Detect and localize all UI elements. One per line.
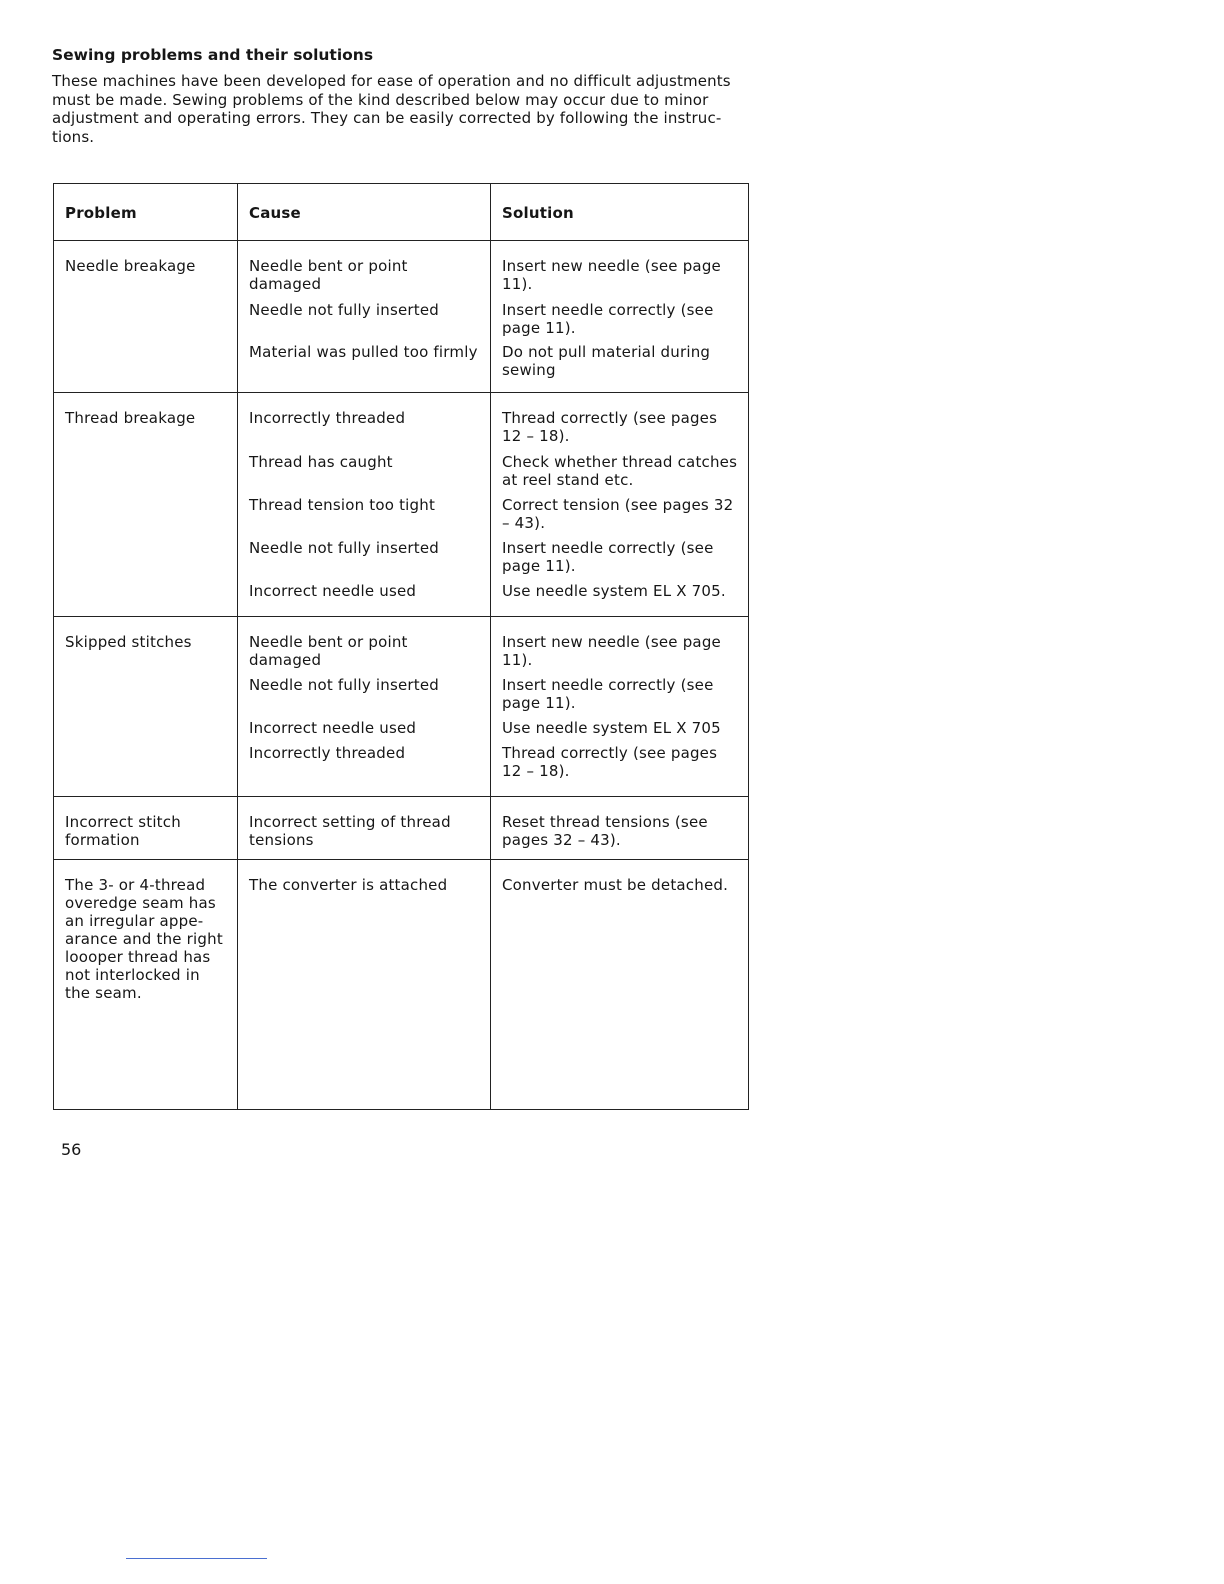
intro-paragraph: These machines have been developed for ease of operation and no difficult adjustments must be made. Sewing problems of the kind described below may occur due to minor adjustment and operating errors. They can be easily corrected by following the instruc-tions. — [52, 72, 731, 146]
solution-entry: Thread correctly (see pages 12 – 18). — [502, 409, 718, 445]
table-row — [54, 796, 748, 859]
solution-entry: Insert needle correctly (see page 11). — [502, 676, 714, 712]
solution-entry: Correct tension (see pages 32 – 43). — [502, 496, 734, 532]
footer-divider — [126, 1558, 267, 1559]
solution-cell: Reset thread tensions (see pages 32 – 43). — [502, 813, 708, 849]
cause-entry: Thread has caught — [249, 453, 393, 471]
cause-entry: Needle not fully inserted — [249, 539, 439, 557]
cause-entry: Incorrectly threaded — [249, 409, 406, 427]
cause-entry: Needle bent or point damaged — [249, 257, 408, 293]
table-row — [54, 616, 748, 796]
table-header-row — [54, 184, 748, 240]
solution-entry: Insert new needle (see page 11). — [502, 633, 721, 669]
solution-entry: Insert needle correctly (see page 11). — [502, 301, 714, 337]
problem-cell: The 3- or 4-thread overedge seam has an irregular appe-arance and the right loooper thread has not interlocked in the seam. — [54, 860, 238, 1109]
cause-entry: Incorrect needle used — [249, 582, 417, 600]
solution-entry: Use needle system EL X 705. — [502, 582, 726, 600]
solution-cell — [491, 617, 748, 796]
solution-entry: Insert new needle (see page 11). — [502, 257, 721, 293]
cause-entry: Material was pulled too firmly — [249, 343, 478, 361]
cause-cell: Incorrect setting of thread tensions — [238, 797, 491, 859]
problem-cell: Incorrect stitch formation — [54, 797, 238, 859]
cause-entry: Needle not fully inserted — [249, 301, 439, 319]
page-number: 56 — [61, 1140, 82, 1159]
problem-cell: Needle breakage — [54, 241, 238, 392]
cause-entry: Needle not fully inserted — [249, 676, 439, 694]
solution-cell — [491, 241, 748, 392]
cause-entry: Incorrectly threaded — [249, 744, 406, 762]
cause-cell — [238, 241, 491, 392]
header-cause: Cause — [238, 184, 491, 240]
solution-entry: Insert needle correctly (see page 11). — [502, 539, 714, 575]
problem-cell: Thread breakage — [54, 393, 238, 616]
solution-entry: Use needle system EL X 705 — [502, 719, 721, 737]
solution-cell: Converter must be detached. — [502, 876, 729, 894]
table-row — [54, 240, 748, 392]
cause-entry: Thread tension too tight — [249, 496, 436, 514]
cause-cell — [238, 393, 491, 616]
cause-entry: Needle bent or point damaged — [249, 633, 408, 669]
cause-cell: The converter is attached — [238, 860, 491, 1109]
table-row — [54, 392, 748, 616]
table-row — [54, 859, 748, 1109]
page-title: Sewing problems and their solutions — [52, 46, 374, 64]
header-problem: Problem — [54, 184, 238, 240]
solution-entry: Do not pull material during sewing — [502, 343, 711, 379]
solution-entry: Check whether thread catches at reel stand etc. — [502, 453, 738, 489]
cause-cell — [238, 617, 491, 796]
solution-entry: Thread correctly (see pages 12 – 18). — [502, 744, 718, 780]
troubleshooting-table — [53, 183, 749, 1110]
problem-cell: Skipped stitches — [54, 617, 238, 796]
header-solution: Solution — [502, 204, 574, 222]
solution-cell — [491, 393, 748, 616]
cause-entry: Incorrect needle used — [249, 719, 417, 737]
